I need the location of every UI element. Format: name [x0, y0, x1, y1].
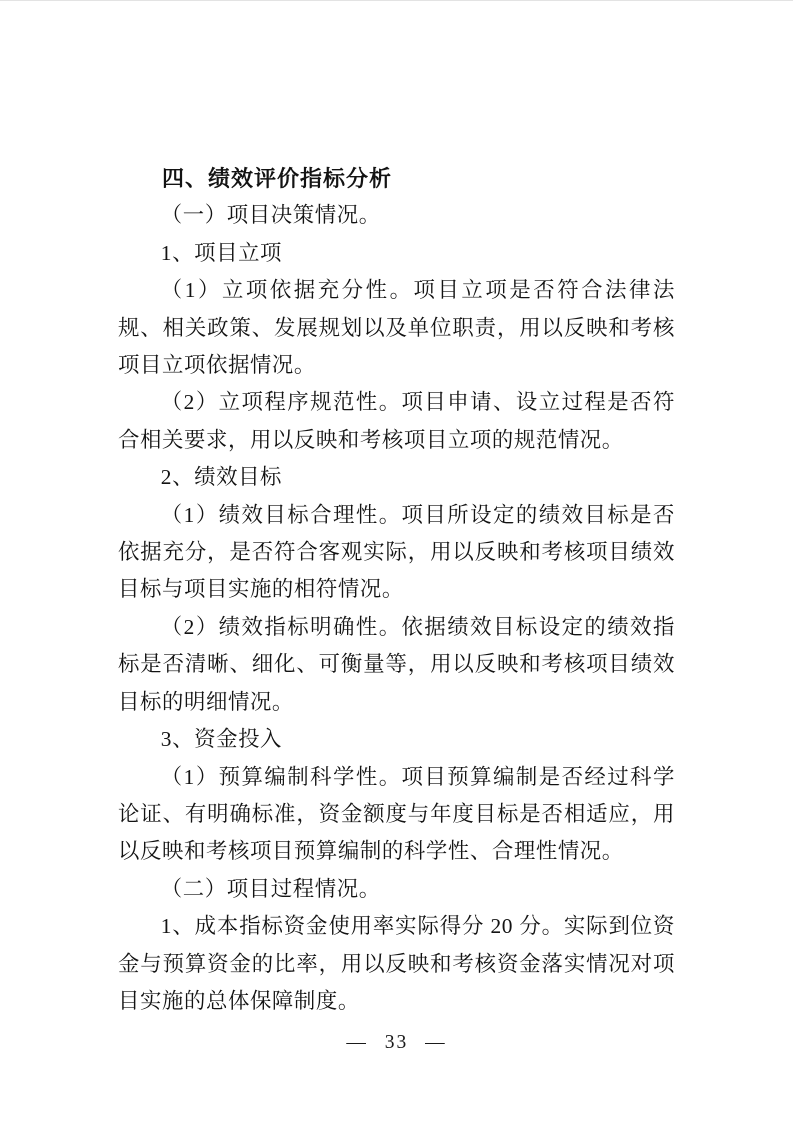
paragraph-item-2: 2、绩效目标	[160, 465, 283, 490]
paragraph-item-2-2: （2）绩效指标明确性。依据绩效目标设定的绩效指标是否清晰、细化、可衡量等，用以反映和考核项目绩效目标的明细情况。	[118, 614, 675, 714]
paragraph-subsection-2: （二）项目过程情况。	[160, 876, 381, 901]
document-body	[118, 160, 675, 1020]
paragraph-cost-indicator: 1、成本指标资金使用率实际得分 20 分。实际到位资金与预算资金的比率，用以反映和考核资金落实情况对项目实施的总体保障制度。	[118, 914, 675, 1013]
paragraph-item-2-1: （1）绩效目标合理性。项目所设定的绩效目标是否依据充分，是否符合客观实际，用以反映和考核项目绩效目标与项目实施的相符情况。	[118, 502, 675, 602]
section-heading: 四、绩效评价指标分析	[162, 166, 393, 191]
paragraph-item-1: 1、项目立项	[160, 240, 283, 265]
page-number: — 33 —	[346, 1032, 447, 1053]
paragraph-item-3-1: （1）预算编制科学性。项目预算编制是否经过科学论证、有明确标准，资金额度与年度目标是否相适应，用以反映和考核项目预算编制的科学性、合理性情况。	[118, 764, 675, 864]
paragraph-item-1-2: （2）立项程序规范性。项目申请、设立过程是否符合相关要求，用以反映和考核项目立项的规范情况。	[118, 390, 675, 452]
page-footer	[0, 1032, 793, 1054]
paragraph-item-1-1: （1）立项依据充分性。项目立项是否符合法律法规、相关政策、发展规划以及单位职责，用以反映和考核项目立项依据情况。	[118, 278, 675, 378]
paragraph-item-3: 3、资金投入	[160, 727, 283, 752]
paragraph-subsection-1: （一）项目决策情况。	[160, 203, 381, 228]
